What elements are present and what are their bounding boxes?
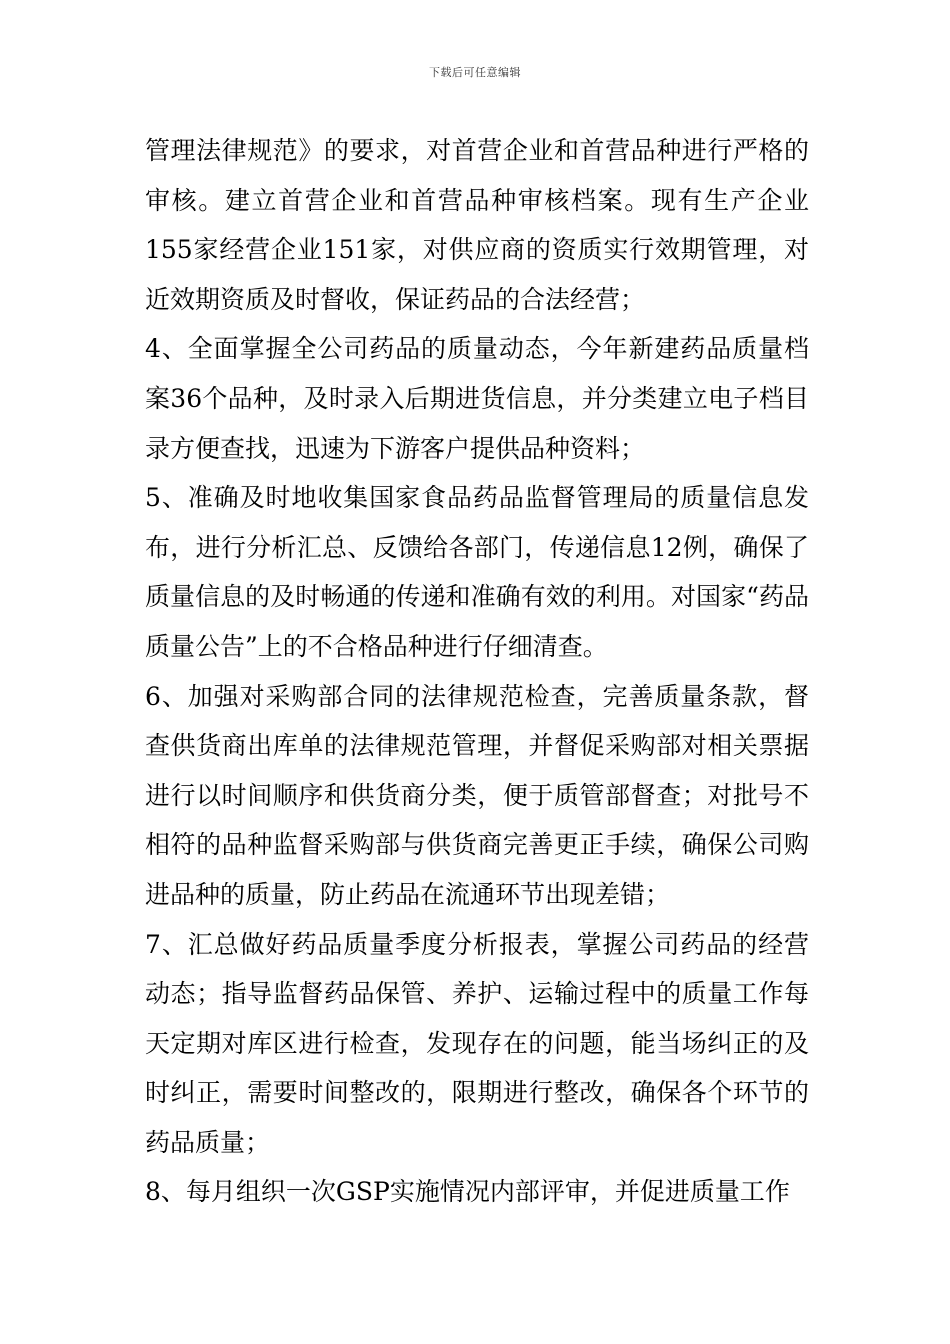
paragraph-item-8: 8、每月组织一次GSP实施情况内部评审，并促进质量工作	[145, 1177, 790, 1207]
paragraph-item-5: 5、准确及时地收集国家食品药品监督管理局的质量信息发布，进行分析汇总、反馈给各部门，传递信息12例，确保了质量信息的及时畅通的传递和准确有效的利用。对国家“药品质量公告”上的不合格品种进行仔细清查。	[145, 483, 809, 661]
document-body	[145, 126, 809, 1217]
paragraph-item-4: 4、全面掌握全公司药品的质量动态，今年新建药品质量档案36个品种，及时录入后期进货信息，并分类建立电子档目录方便查找，迅速为下游客户提供品种资料；	[145, 334, 809, 463]
paragraph-item-7: 7、汇总做好药品质量季度分析报表，掌握公司药品的经营动态；指导监督药品保管、养护、运输过程中的质量工作每天定期对库区进行检查，发现存在的问题，能当场纠正的及时纠正，需要时间整改的，限期进行整改，确保各个环节的药品质量；	[145, 929, 809, 1157]
paragraph-continuation: 管理法律规范》的要求，对首营企业和首营品种进行严格的审核。建立首营企业和首营品种审核档案。现有生产企业155家经营企业151家，对供应商的资质实行效期管理，对近效期资质及时督收，保证药品的合法经营；	[145, 136, 809, 314]
download-note: 下载后可任意编辑	[429, 66, 521, 79]
paragraph-item-6: 6、加强对采购部合同的法律规范检查，完善质量条款，督查供货商出库单的法律规范管理，并督促采购部对相关票据进行以时间顺序和供货商分类，便于质管部督查；对批号不相符的品种监督采购部与供货商完善更正手续，确保公司购进品种的质量，防止药品在流通环节出现差错；	[145, 681, 809, 909]
